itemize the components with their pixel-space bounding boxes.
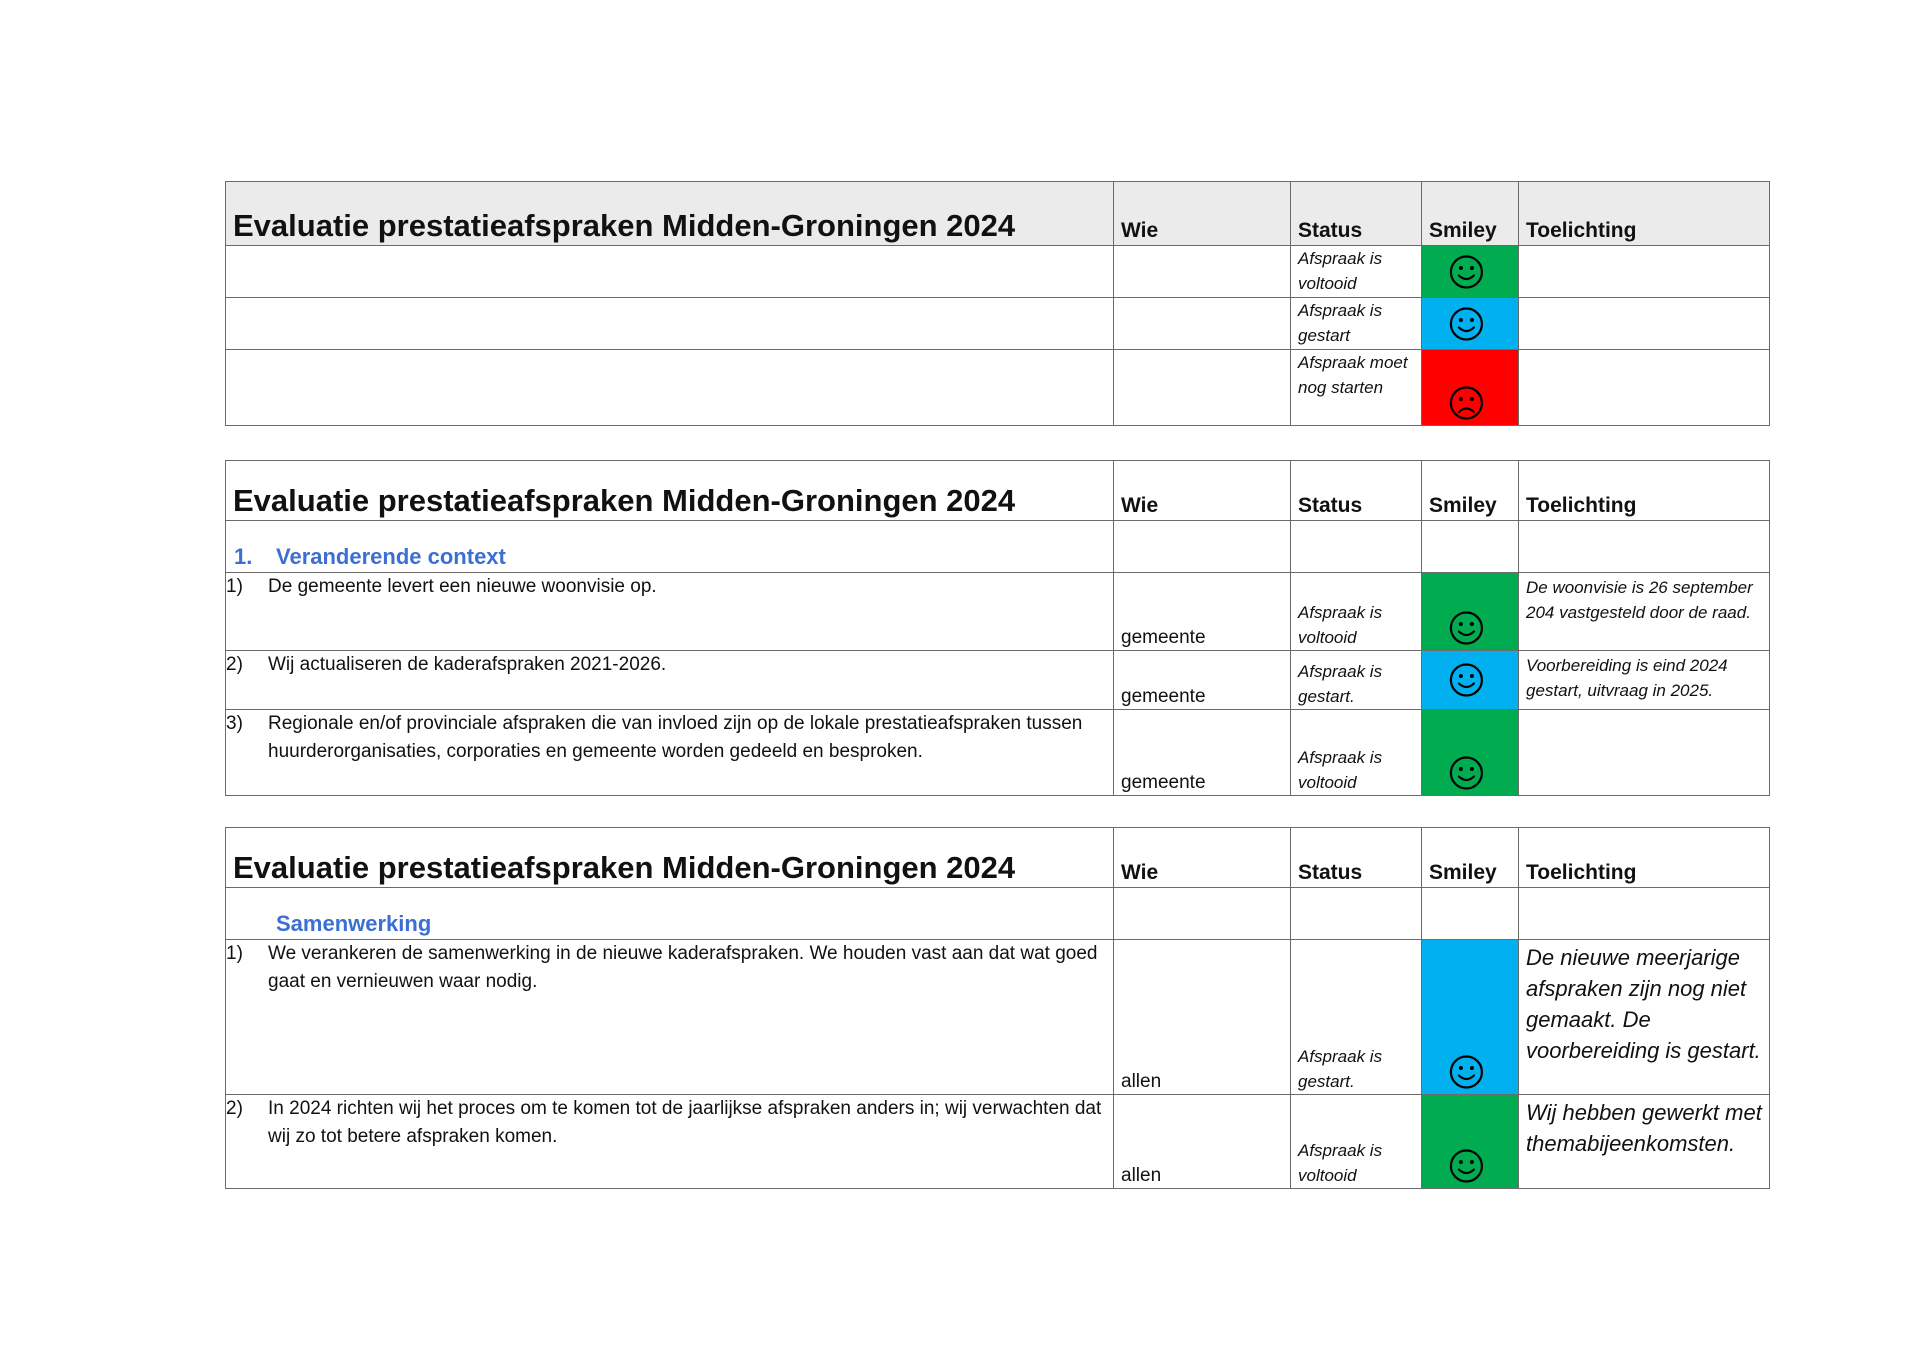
wie-cell: gemeente: [1114, 710, 1291, 796]
legend-table: [225, 181, 1770, 426]
empty-cell: [1291, 521, 1422, 573]
column-header-status: Status: [1291, 828, 1422, 888]
legend-row: [226, 350, 1770, 426]
description-cell: [226, 350, 1114, 426]
empty-cell: [1519, 521, 1770, 573]
wie-cell: gemeente: [1114, 651, 1291, 710]
happy-face-icon: [1448, 1054, 1484, 1090]
toelichting-cell: Voorbereiding is eind 2024 gestart, uitvraag in 2025.: [1519, 651, 1770, 710]
status-cell: Afspraak is voltooid: [1291, 710, 1422, 796]
description-cell: [226, 710, 1114, 796]
column-header-wie: Wie: [1114, 828, 1291, 888]
table-row: [226, 573, 1770, 651]
row-description: De gemeente levert een nieuwe woonvisie op.: [268, 576, 657, 597]
toelichting-cell: [1519, 710, 1770, 796]
wie-cell: allen: [1114, 1095, 1291, 1189]
happy-face-icon: [1448, 254, 1484, 290]
column-header-wie: Wie: [1114, 461, 1291, 521]
toelichting-cell: [1519, 246, 1770, 298]
column-header-status: Status: [1291, 182, 1422, 246]
row-number: 3): [226, 713, 243, 734]
wie-cell: [1114, 350, 1291, 426]
column-header-smiley: Smiley: [1422, 461, 1519, 521]
empty-cell: [1519, 888, 1770, 940]
row-number: 1): [226, 943, 243, 964]
description-cell: [226, 651, 1114, 710]
row-description: We verankeren de samenwerking in de nieuwe kaderafspraken. We houden vast aan dat wat goed gaat en vernieuwen waar nodig.: [268, 943, 1098, 992]
header-row: [226, 461, 1770, 521]
toelichting-cell: [1519, 298, 1770, 350]
sad-face-icon: [1448, 385, 1484, 421]
smiley-cell: [1422, 350, 1519, 426]
legend-row: [226, 246, 1770, 298]
section-title: Veranderende context: [276, 544, 506, 569]
description-cell: [226, 298, 1114, 350]
happy-face-icon: [1448, 306, 1484, 342]
smiley-cell: [1422, 246, 1519, 298]
table-row: [226, 1095, 1770, 1189]
smiley-cell: [1422, 940, 1519, 1095]
smiley-cell: [1422, 1095, 1519, 1189]
table-row: [226, 940, 1770, 1095]
status-cell: Afspraak is voltooid: [1291, 1095, 1422, 1189]
section-number: 1.: [234, 544, 253, 569]
row-number: 1): [226, 576, 243, 597]
toelichting-cell: Wij hebben gewerkt met themabijeenkomsten.: [1519, 1095, 1770, 1189]
table-row: [226, 710, 1770, 796]
smiley-cell: [1422, 573, 1519, 651]
wie-cell: allen: [1114, 940, 1291, 1095]
header-row: [226, 828, 1770, 888]
status-cell: Afspraak moet nog starten: [1291, 350, 1422, 426]
smiley-cell: [1422, 651, 1519, 710]
status-cell: Afspraak is gestart: [1291, 298, 1422, 350]
status-cell: Afspraak is voltooid: [1291, 246, 1422, 298]
wie-cell: gemeente: [1114, 573, 1291, 651]
samenwerking-table: [225, 827, 1770, 1189]
happy-face-icon: [1448, 610, 1484, 646]
row-number: 2): [226, 654, 243, 675]
empty-cell: [1422, 521, 1519, 573]
table-title: Evaluatie prestatieafspraken Midden-Groningen 2024: [226, 828, 1114, 888]
status-cell: Afspraak is voltooid: [1291, 573, 1422, 651]
row-description: In 2024 richten wij het proces om te komen tot de jaarlijkse afspraken anders in; wij verwachten dat wij zo tot betere afspraken komen.: [268, 1098, 1102, 1147]
column-header-smiley: Smiley: [1422, 182, 1519, 246]
section-heading: [226, 521, 1114, 573]
happy-face-icon: [1448, 755, 1484, 791]
empty-cell: [1291, 888, 1422, 940]
column-header-toelichting: Toelichting: [1519, 828, 1770, 888]
empty-cell: [1422, 888, 1519, 940]
empty-cell: [1114, 521, 1291, 573]
toelichting-cell: [1519, 350, 1770, 426]
wie-cell: [1114, 246, 1291, 298]
smiley-cell: [1422, 298, 1519, 350]
legend-row: [226, 298, 1770, 350]
column-header-status: Status: [1291, 461, 1422, 521]
status-cell: Afspraak is gestart.: [1291, 940, 1422, 1095]
row-description: Wij actualiseren de kaderafspraken 2021-2026.: [268, 654, 667, 675]
wie-cell: [1114, 298, 1291, 350]
row-description: Regionale en/of provinciale afspraken die van invloed zijn op de lokale prestatieafspraken tussen huurderorganisaties, corporaties en gemeente worden gedeeld en besproken.: [268, 713, 1083, 762]
table-title: Evaluatie prestatieafspraken Midden-Groningen 2024: [226, 461, 1114, 521]
status-cell: Afspraak is gestart.: [1291, 651, 1422, 710]
table-row: [226, 651, 1770, 710]
empty-cell: [1114, 888, 1291, 940]
context-table: [225, 460, 1770, 796]
row-number: 2): [226, 1098, 243, 1119]
section-row: [226, 521, 1770, 573]
description-cell: [226, 1095, 1114, 1189]
toelichting-cell: De woonvisie is 26 september 204 vastgesteld door de raad.: [1519, 573, 1770, 651]
description-cell: [226, 246, 1114, 298]
column-header-toelichting: Toelichting: [1519, 461, 1770, 521]
description-cell: [226, 573, 1114, 651]
description-cell: [226, 940, 1114, 1095]
table-title: Evaluatie prestatieafspraken Midden-Groningen 2024: [226, 182, 1114, 246]
section-title: Samenwerking: [226, 888, 1114, 940]
column-header-wie: Wie: [1114, 182, 1291, 246]
toelichting-cell: De nieuwe meerjarige afspraken zijn nog niet gemaakt. De voorbereiding is gestart.: [1519, 940, 1770, 1095]
section-row: [226, 888, 1770, 940]
happy-face-icon: [1448, 662, 1484, 698]
column-header-toelichting: Toelichting: [1519, 182, 1770, 246]
header-row: [226, 182, 1770, 246]
smiley-cell: [1422, 710, 1519, 796]
happy-face-icon: [1448, 1148, 1484, 1184]
column-header-smiley: Smiley: [1422, 828, 1519, 888]
